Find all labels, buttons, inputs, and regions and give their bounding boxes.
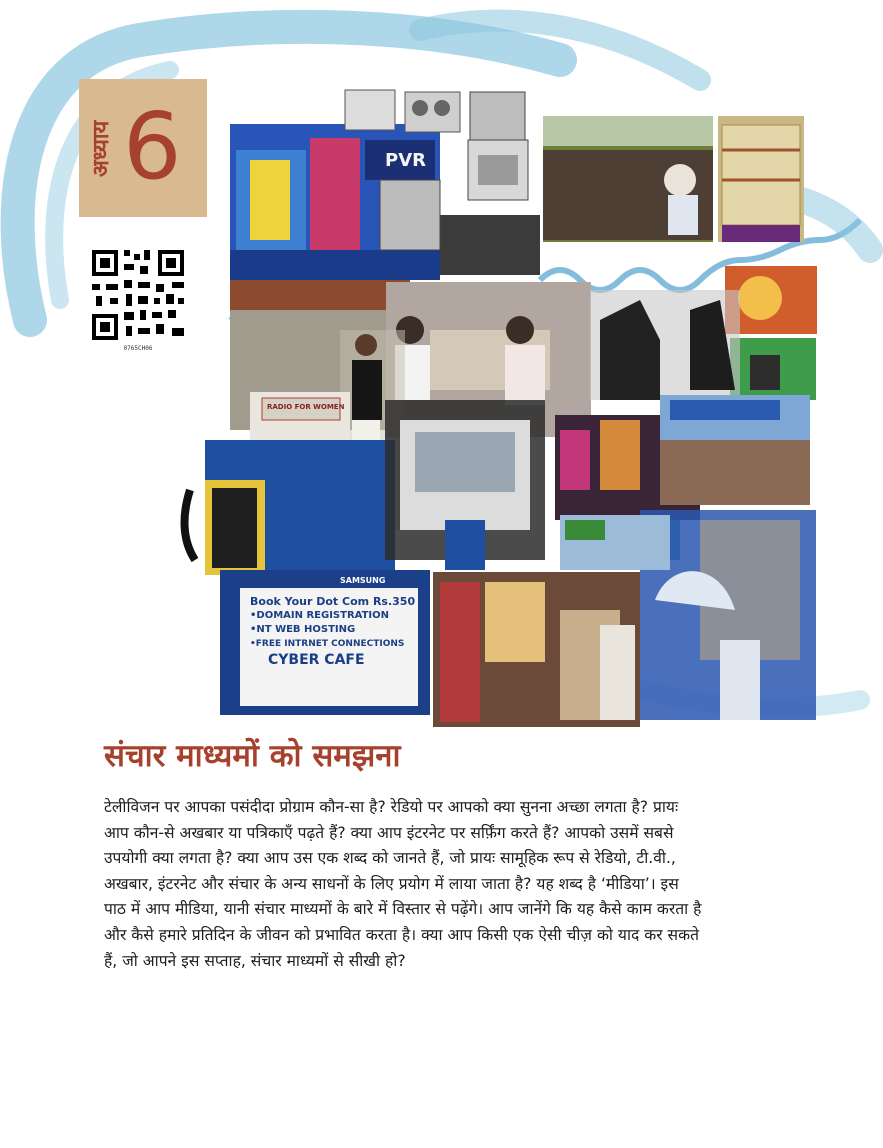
- cyber-cafe-line: •FREE INTRNET CONNECTIONS: [250, 639, 405, 649]
- billboard-photo: [718, 116, 804, 242]
- intro-paragraph: टेलीविजन पर आपका पसंदीदा प्रोग्राम कौन-सा है? रेडियो पर आपको क्या सुनना अच्छा लगता है? प्रायः आप कौन-से अखबार या पत्रिकाएँ पढ़ते हैं? क्या आप इंटरनेट पर सर्फ़िंग करते हैं? आपको उसमें सबसे उपयोगी क्या लगता है? क्या आप उस एक शब्द को जानते हैं, जो प्रायः सामूहिक रूप से रेडियो, टी.वी., अखबार, इंटरनेट और संचार के अन्य साधनों के लिए प्रयोग में लाया जाता है? यह शब्द है ‘मीडिया’। इस पाठ में आप मीडिया, यानी संचार माध्यमों के बारे में विस्तार से पढ़ेंगे। आप जानेंगे कि यह कैसे काम करता है और कैसे हमारे प्रतिदिन के जीवन को प्रभावित करता है। क्या आप किसी एक ऐसी चीज़ को याद कर सकते हैं, जो आपने इस सप्ताह, संचार माध्यमों से सीखी हो?: [104, 798, 702, 970]
- cyber-cafe-sign-text: [250, 594, 415, 669]
- telephone-photo: [185, 480, 265, 575]
- qr-code-id: 0765CH06: [123, 345, 153, 352]
- puppets-photo: [590, 290, 740, 400]
- cinema-sign-text: PVR: [385, 150, 426, 171]
- chapter-label: अध्याय: [89, 120, 114, 178]
- crowd-photo: [543, 116, 713, 242]
- qr-code: [80, 240, 196, 350]
- rally-photo: [660, 395, 810, 505]
- cyber-cafe-line: •DOMAIN REGISTRATION: [250, 610, 390, 621]
- roadside-billboard-photo: [560, 515, 670, 570]
- chapter-title: संचार माध्यमों को समझना: [104, 738, 401, 774]
- newsstand-photo: [433, 572, 640, 727]
- cyber-cafe-line: Book Your Dot Com Rs.350: [250, 595, 416, 608]
- chapter-number: 6: [123, 93, 182, 200]
- chapter-badge: [79, 79, 207, 217]
- samsung-sign-text: SAMSUNG: [340, 576, 386, 585]
- radio-banner-text: RADIO FOR WOMEN: [267, 403, 345, 411]
- cyber-cafe-line: CYBER CAFE: [268, 652, 365, 668]
- cyber-cafe-line: •NT WEB HOSTING: [250, 624, 356, 635]
